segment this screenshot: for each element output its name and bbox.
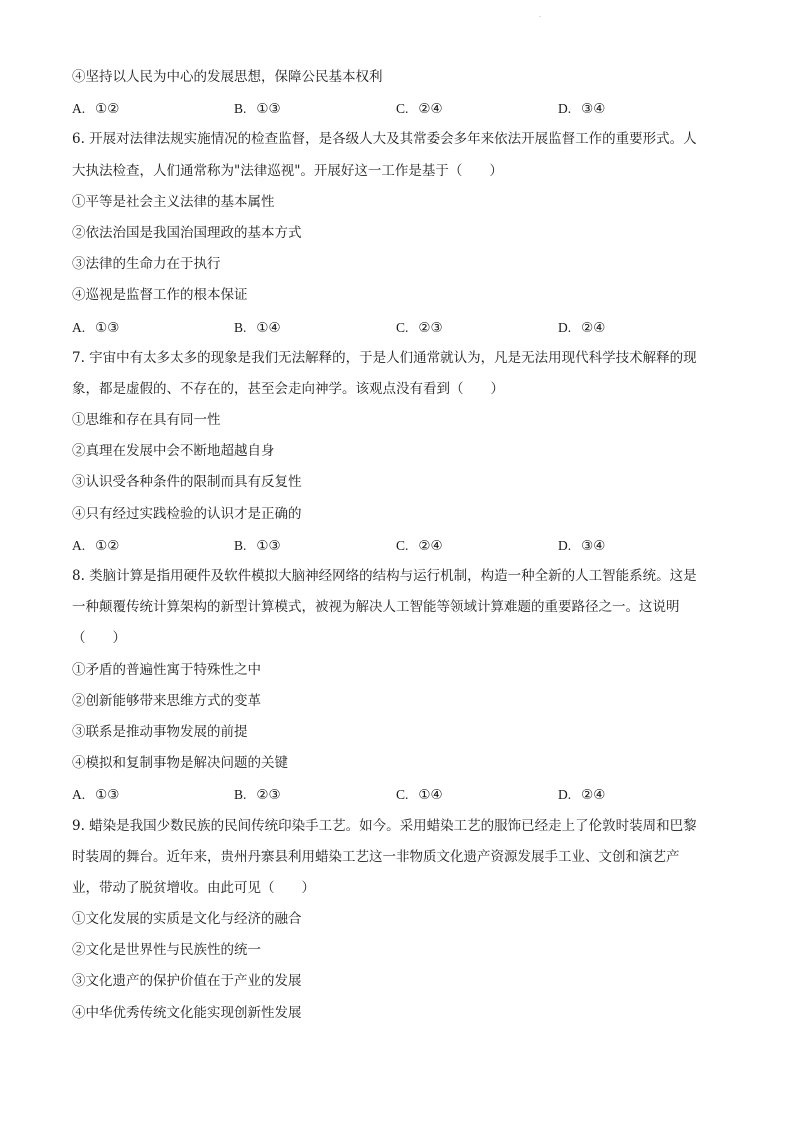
- option-value: ②④: [581, 319, 606, 336]
- q7-stem-line-2: 象，都是虚假的、不存在的，甚至会走向神学。该观点没有看到（ ）: [72, 380, 504, 397]
- option-value: ②③: [256, 787, 281, 804]
- option-value: ②④: [581, 787, 606, 804]
- q8-option-c[interactable]: [396, 779, 558, 810]
- q5-option-b[interactable]: [234, 93, 396, 124]
- option-key: B.: [234, 319, 247, 335]
- option-value: ②③: [418, 319, 443, 336]
- option-key: C.: [396, 537, 409, 553]
- q6-option-c[interactable]: [396, 312, 558, 343]
- option-value: ①④: [418, 787, 443, 804]
- q8-stem-line-3: （ ）: [72, 630, 126, 647]
- q6-options: [72, 312, 722, 343]
- option-value: ①④: [256, 319, 281, 336]
- q6-option-b[interactable]: [234, 312, 396, 343]
- q9-stem-line-3: 业，带动了脱贫增收。由此可见（ ）: [72, 879, 315, 896]
- option-key: D.: [558, 101, 572, 117]
- q6-option-d[interactable]: [558, 312, 720, 343]
- option-key: A.: [72, 537, 86, 553]
- option-key: D.: [558, 787, 572, 803]
- q7-option-b[interactable]: [234, 530, 396, 561]
- q9-statement-4: ④中华优秀传统文化能实现创新性发展: [72, 1004, 302, 1021]
- q8-statement-4: ④模拟和复制事物是解决问题的关键: [72, 755, 288, 772]
- q7-option-d[interactable]: [558, 530, 720, 561]
- q9-stem-line-2: 时装周的舞台。近年来，贵州丹寨县利用蜡染工艺这一非物质文化遗产资源发展手工业、文创和演艺产: [72, 848, 680, 865]
- option-key: B.: [234, 787, 247, 803]
- q7-option-c[interactable]: [396, 530, 558, 561]
- option-value: ③④: [581, 537, 606, 554]
- q7-stem-line-1: 7. 宇宙中有太多太多的现象是我们无法解释的，于是人们通常就认为，凡是无法用现代科学技术解释的现: [72, 349, 697, 366]
- q5-option-a[interactable]: [72, 93, 234, 124]
- q5-option-d[interactable]: [558, 93, 720, 124]
- q8-stem-line-2: 一种颠覆传统计算架构的新型计算模式，被视为解决人工智能等领域计算难题的重要路径之一。这说明: [72, 599, 680, 616]
- option-key: C.: [396, 319, 409, 335]
- q6-option-a[interactable]: [72, 312, 234, 343]
- q5-option-c[interactable]: [396, 93, 558, 124]
- option-value: ①③: [256, 101, 281, 118]
- q7-statement-3: ③认识受各种条件的限制而具有反复性: [72, 474, 302, 491]
- option-key: C.: [396, 787, 409, 803]
- option-key: B.: [234, 537, 247, 553]
- option-value: ②④: [418, 537, 443, 554]
- option-value: ①③: [256, 537, 281, 554]
- option-value: ②④: [418, 101, 443, 118]
- q7-statement-2: ②真理在发展中会不断地超越自身: [72, 443, 275, 460]
- q6-statement-1: ①平等是社会主义法律的基本属性: [72, 193, 275, 210]
- q8-option-d[interactable]: [558, 779, 720, 810]
- q7-option-a[interactable]: [72, 530, 234, 561]
- q8-statement-2: ②创新能够带来思维方式的变革: [72, 692, 261, 709]
- option-key: B.: [234, 101, 247, 117]
- option-key: C.: [396, 101, 409, 117]
- q8-options: [72, 779, 722, 810]
- q6-stem-line-1: 6. 开展对法律法规实施情况的检查监督，是各级人大及其常委会多年来依法开展监督工作的重要形式。人: [72, 131, 697, 148]
- option-value: ③④: [581, 101, 606, 118]
- option-key: A.: [72, 319, 86, 335]
- q9-stem-line-1: 9. 蜡染是我国少数民族的民间传统印染手工艺。如今。采用蜡染工艺的服饰已经走上了伦敦时装周和巴黎: [72, 817, 697, 834]
- q7-options: [72, 530, 722, 561]
- option-key: D.: [558, 537, 572, 553]
- q9-statement-2: ②文化是世界性与民族性的统一: [72, 942, 261, 959]
- option-value: ①②: [95, 537, 120, 554]
- q8-stem-line-1: 8. 类脑计算是指用硬件及软件模拟大脑神经网络的结构与运行机制，构造一种全新的人工智能系统。这是: [72, 568, 697, 584]
- q8-option-b[interactable]: [234, 779, 396, 810]
- question-content: [72, 62, 722, 1029]
- option-value: ①③: [95, 787, 120, 804]
- header-mark: ·: [539, 14, 541, 21]
- q7-statement-1: ①思维和存在具有同一性: [72, 412, 221, 429]
- q5-statement-4: ④坚持以人民为中心的发展思想，保障公民基本权利: [72, 69, 383, 85]
- option-key: D.: [558, 319, 572, 335]
- q6-statement-2: ②依法治国是我国治国理政的基本方式: [72, 224, 302, 241]
- option-key: A.: [72, 101, 86, 117]
- option-value: ①②: [95, 101, 120, 118]
- option-key: A.: [72, 787, 86, 803]
- q9-statement-3: ③文化遗产的保护价值在于产业的发展: [72, 973, 302, 990]
- q5-options: [72, 93, 722, 124]
- q8-statement-1: ①矛盾的普遍性寓于特殊性之中: [72, 661, 261, 678]
- q8-option-a[interactable]: [72, 779, 234, 810]
- q7-statement-4: ④只有经过实践检验的认识才是正确的: [72, 505, 302, 522]
- q8-statement-3: ③联系是推动事物发展的前提: [72, 723, 248, 740]
- q6-statement-4: ④巡视是监督工作的根本保证: [72, 287, 248, 304]
- q6-stem-line-2: 大执法检查，人们通常称为"法律巡视"。开展好这一工作是基于（ ）: [72, 162, 503, 179]
- option-value: ①③: [95, 319, 120, 336]
- q6-statement-3: ③法律的生命力在于执行: [72, 256, 221, 273]
- q9-statement-1: ①文化发展的实质是文化与经济的融合: [72, 911, 302, 928]
